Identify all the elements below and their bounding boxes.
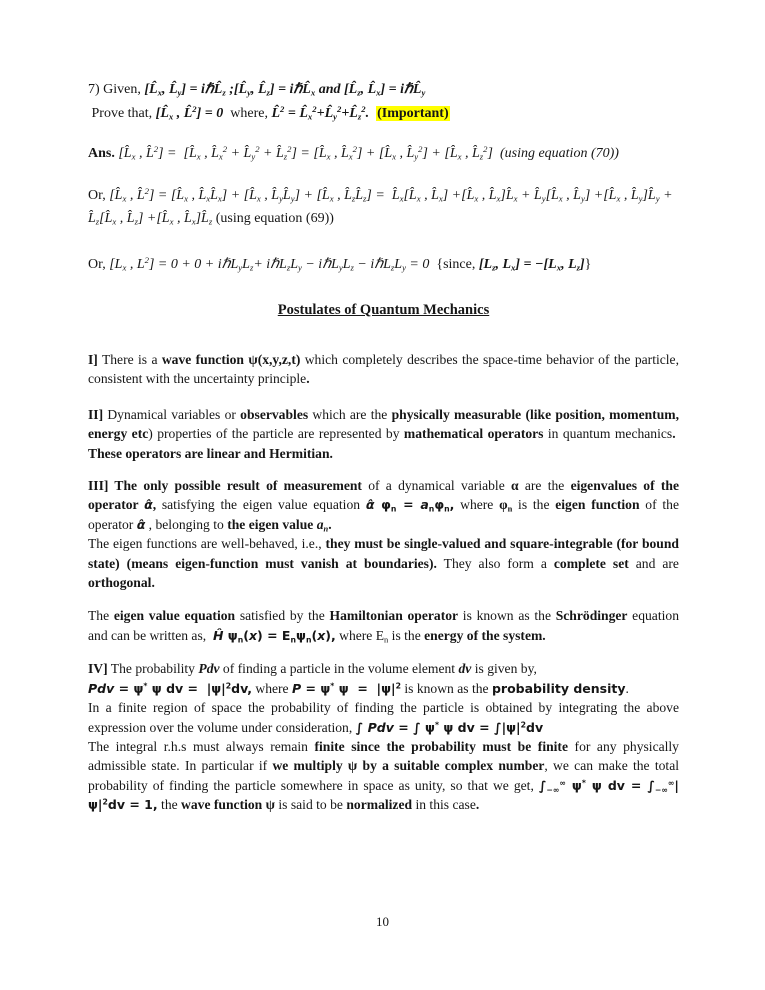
problem-given-line: 7) Given, [$L̂_x$, $L̂_y$] = $i\hbar L̂_z$ $;[L̂_y$, $L̂_z$] = $i\hbar L̂_x$ and [$L̂_z$, $L̂_x$] = $i\hbar L̂_y$: [88, 82, 426, 98]
page-number: 10: [376, 914, 389, 929]
postulate-2: II] Dynamical variables or observables which are the physically measurable (like position, momentum, energy etc) properties of the particle are represented by mathematical operators in quantum mechanics. These operators are linear and Hermitian.: [88, 406, 679, 461]
solution-or-line-2: Or, [$L_x$ , $L^2] = 0 + 0$ + $i\hbar L_yL_z+$ $i\hbar L_zL_y$ − $i\hbar L_yL_z$ − $i\hbar L_zL_y = 0$ {since, [$L_z$, $L_x] = -[L_x$, $L_z$]}: [88, 254, 592, 273]
postulate-4-line-1: IV] The probability Pdv of finding a particle in the volume element dv is given by,: [88, 661, 537, 677]
solution-ans-line: Ans. [$L̂_x$ , L̂$^2$] = [$L̂_x$ , $L̂_x^2$ + $L̂_y^2$ + $L̂_z^2$] = [$L̂_x$ , $L̂_x^2$] + [$L̂_x$ , $L̂_y^2$] + [$L̂_x$ , $L̂_z^2$] (using equation (70)): [88, 144, 619, 162]
section-heading: Postulates of Quantum Mechanics: [277, 302, 490, 318]
schrodinger-paragraph: The eigen value equation satisfied by the Hamiltonian operator is known as the Schrödinger equation and can be written as, Ĥ $\psi_n(x) = E_n\psi_n(x)$, where $E_n$ is the energy of the system.: [88, 608, 679, 645]
page-content: [88, 78, 679, 815]
postulate-3-part-2: The eigen functions are well-behaved, i.e., they must be single-valued and square-integrable (for bound state) (means eigen-function must vanish at boundaries). They also form a complete set and are orthogonal.: [88, 536, 679, 591]
postulate-3-part-1: III] The only possible result of measurement of a dynamical variable α are the eigenvalues of the operator α̂, satisfying the eigen value equation α̂ $\varphi_n = a_n\varphi_n$, where $\varphi_n$ is the eigen function of the operator α̂ , belonging to the eigen value $a_n$.: [88, 478, 679, 534]
postulate-1: I] There is a wave function ψ(x,y,z,t) which completely describes the space-time behavior of the particle, consistent with the uncertainty principle.: [88, 352, 679, 387]
solution-or-line-1: Or, [$L̂_x$ , L̂$^2$] = [$L̂_x$ , $L̂_xL̂_x$] + [$L̂_x$ , $L̂_yL̂_y$] + [$L̂_x$ , $L̂_zL̂_z$] = $L̂_x[L̂_x$ , $L̂_x$] $+[L̂_x$ , $L̂_x]L̂_x$ + $L̂_y[L̂_x$ , $L̂_y$] $+[L̂_x$ , $L̂_y]L̂_y$ + $L̂_z[L̂_x$ , $L̂_z$] $+[L̂_x$ , $L̂_x]L̂_z$ (using equation (69)): [88, 185, 673, 227]
postulate-4-line-3: In a finite region of space the probability of finding the particle is obtained by integrating the above expression over the volume under consideration, ∫ Pdv = ∫ ψ* ψ dv = $\int|\psi|^2dv$: [88, 700, 679, 735]
postulate-4-line-4: The integral r.h.s must always remain finite since the probability must be finite for any physically admissible state. In particular if we multiply ψ by a suitable complex number, we can make the total probability of finding the particle somewhere in space as unity, so that we get, $\int_{-\infty}^\infty$ ψ* ψ dv = $\int_{-\infty}^\infty|\psi|^2dv = 1$, the wave function ψ is said to be normalized in this case.: [88, 738, 680, 813]
postulate-4-line-2: Pdv = ψ* ψ dv = $|\psi|^2dv$, where P = ψ* $\psi = |\psi|^2$ is known as the probability density.: [88, 680, 629, 696]
problem-prove-line: Prove that, [$L̂_x$ , L̂$^2$] = 0 where, L̂$^2$ = $L̂_x^2+L̂_y^2+L̂_z^2$. (Important): [88, 103, 449, 122]
